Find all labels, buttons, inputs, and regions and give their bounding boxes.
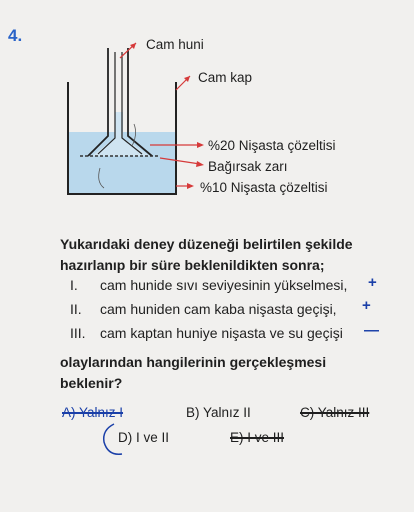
label-cam-huni: Cam huni [146, 37, 204, 52]
label-bagirsak: Bağırsak zarı [208, 159, 288, 174]
option-e[interactable]: E) I ve III [230, 430, 285, 445]
option-d[interactable]: D) I ve II [118, 430, 170, 445]
statement-text: cam hunide sıvı seviyesinin yükselmesi, [100, 277, 348, 293]
option-c[interactable]: C) Yalnız III [300, 405, 370, 420]
statement-roman: III. [70, 325, 86, 341]
question-ending: olaylarından hangilerinin gerçekleşmesi beklenir? [60, 354, 327, 391]
handwritten-mark-2: + [362, 297, 371, 314]
label-cam-kap: Cam kap [198, 70, 253, 85]
answer-circle [100, 420, 160, 460]
option-b[interactable]: B) Yalnız II [186, 405, 251, 420]
statement-roman: II. [70, 301, 82, 317]
option-a[interactable]: A) Yalnız I [62, 405, 124, 420]
label-nisasta10: %10 Nişasta çözeltisi [200, 180, 328, 195]
experiment-diagram [0, 0, 414, 230]
statement-3 [70, 325, 343, 341]
statement-text: cam kaptan huniye nişasta ve su geçişi [100, 325, 343, 341]
question-prompt: Yukarıdaki deney düzeneği belirtilen şekilde hazırlanıp bir süre beklenildikten sonra; [60, 236, 353, 273]
label-nisasta20: %20 Nişasta çözeltisi [208, 138, 336, 153]
statement-1 [70, 277, 347, 293]
statement-text: cam huniden cam kaba nişasta geçişi, [100, 301, 337, 317]
statement-roman: I. [70, 277, 78, 293]
handwritten-mark-1: + [368, 274, 377, 291]
statement-2 [70, 301, 337, 317]
handwritten-mark-3: — [364, 322, 379, 339]
question-number: 4. [8, 26, 23, 45]
